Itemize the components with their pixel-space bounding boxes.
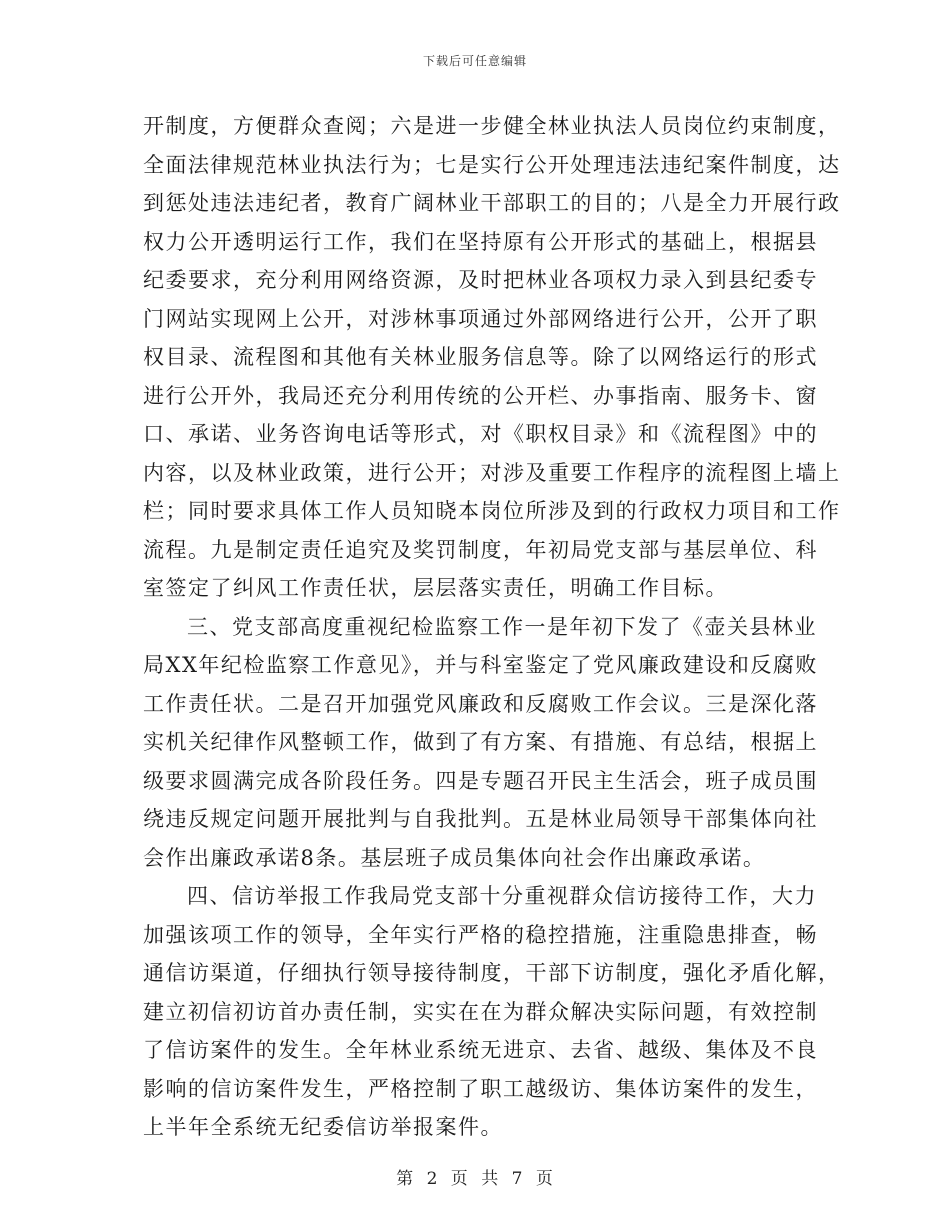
- document-body: [143, 107, 841, 1147]
- page-header: 下载后可任意编辑: [422, 54, 527, 68]
- body-line: 实机关纪律作风整顿工作，做到了有方案、有措施、有总结，根据上: [143, 730, 818, 754]
- body-line: 内容，以及林业政策，进行公开；对涉及重要工作程序的流程图上墙上: [143, 460, 841, 485]
- body-line: 建立初信初访首办责任制，实实在在为群众解决实际问题，有效控制: [143, 999, 818, 1024]
- body-line: 局XX年纪检监察工作意见》，并与科室鉴定了党风廉政建设和反腐败: [143, 653, 818, 677]
- body-line: 进行公开外，我局还充分利用传统的公开栏、办事指南、服务卡、窗: [143, 383, 818, 408]
- section-4-first-line: 四、信访举报工作我局党支部十分重视群众信访接待工作，大力: [187, 884, 817, 908]
- body-line: 室签定了纠风工作责任状，层层落实责任，明确工作目标。: [143, 576, 728, 600]
- body-line: 栏；同时要求具体工作人员知晓本岗位所涉及到的行政权力项目和工作: [143, 499, 841, 523]
- body-line: 权目录、流程图和其他有关林业服务信息等。除了以网络运行的形式: [143, 345, 818, 369]
- body-line: 纪委要求，充分利用网络资源，及时把林业各项权力录入到县纪委专: [143, 268, 818, 292]
- body-line: 会作出廉政承诺8条。基层班子成员集体向社会作出廉政承诺。: [143, 845, 766, 870]
- body-line: 绕违反规定问题开展批判与自我批判。五是林业局领导干部集体向社: [143, 807, 818, 831]
- body-line: 影响的信访案件发生，严格控制了职工越级访、集体访案件的发生，: [143, 1076, 818, 1101]
- body-line: 全面法律规范林业执法行为；七是实行公开处理违法违纪案件制度，达: [143, 152, 841, 177]
- body-line: 加强该项工作的领导，全年实行严格的稳控措施，注重隐患排查，畅: [143, 922, 818, 947]
- body-line: 到惩处违法违纪者，教育广阔林业干部职工的目的；八是全力开展行政: [143, 191, 841, 215]
- body-line: 通信访渠道，仔细执行领导接待制度，干部下访制度，强化矛盾化解，: [143, 961, 841, 985]
- body-line: 权力公开透明运行工作，我们在坚持原有公开形式的基础上，根据县: [143, 229, 818, 254]
- body-line: 开制度，方便群众查阅；六是进一步健全林业执法人员岗位约束制度，: [143, 114, 841, 138]
- body-line: 了信访案件的发生。全年林业系统无进京、去省、越级、集体及不良: [143, 1038, 818, 1062]
- body-line: 流程。九是制定责任追究及奖罚制度，年初局党支部与基层单位、科: [143, 537, 818, 562]
- body-line: 口、承诺、业务咨询电话等形式，对《职权目录》和《流程图》中的: [143, 422, 818, 446]
- section-3-first-line: 三、党支部高度重视纪检监察工作一是年初下发了《壶关县林业: [187, 614, 817, 639]
- body-line: 上半年全系统无纪委信访举报案件。: [143, 1115, 503, 1139]
- page-number: 第 2 页 共 7 页: [396, 1169, 554, 1189]
- body-line: 工作责任状。二是召开加强党风廉政和反腐败工作会议。三是深化落: [143, 691, 818, 716]
- body-line: 级要求圆满完成各阶段任务。四是专题召开民主生活会，班子成员围: [143, 768, 818, 793]
- body-line: 门网站实现网上公开，对涉林事项通过外部网络进行公开，公开了职: [143, 306, 818, 331]
